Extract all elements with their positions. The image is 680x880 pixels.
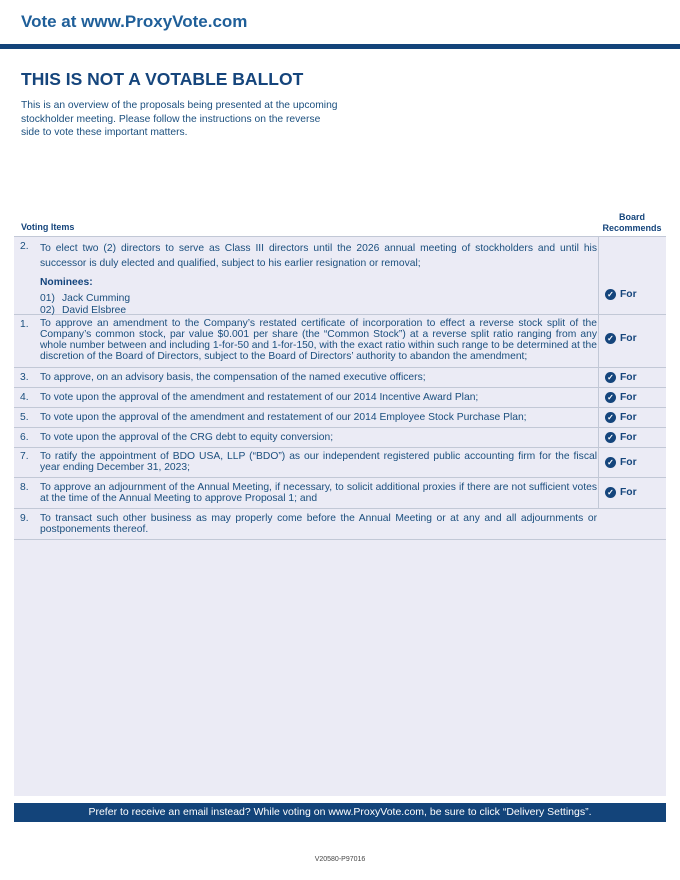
item-text: To ratify the appointment of BDO USA, LLP (“BDO”) as our independent registered public accounting firm for the fiscal year ending December 31, 2023;: [40, 451, 597, 473]
recommendation-badge: [605, 333, 637, 344]
voting-item-row: [14, 478, 666, 509]
voting-item-row: [14, 315, 666, 368]
nominee-name: Jack Cumming: [62, 293, 131, 304]
item-text: To transact such other business as may properly come before the Annual Meeting or at any and all adjournments or postponements thereof.: [40, 513, 597, 535]
item-description: To elect two (2) directors to serve as Class III directors until the 2026 annual meeting of stockholders and until his successor is duly elected and qualified, subject to his earlier resignation or removal;: [40, 243, 597, 269]
board-header-line2: Recommends: [602, 223, 662, 233]
item-number: 7.: [20, 451, 29, 462]
item-number: 6.: [20, 432, 29, 443]
nominee-number: 02): [40, 304, 55, 316]
recommendation-label: For: [620, 432, 637, 443]
recommendation-badge: [605, 392, 637, 403]
item-text: To vote upon the approval of the amendment and restatement of our 2014 Incentive Award Plan;: [40, 392, 479, 403]
item-text: To approve an amendment to the Company’s restated certificate of incorporation to effect a reverse stock split of the Company’s common stock, par value $0.001 per share (the “Common Stock”) at a reverse split ratio ranging from any whole number between and including 1-for-50 and 1-for-150, with the exact ratio within such range to be determined at the discretion of the Board of Directors, subject to the Board of Directors’ authority to abandon the amendment;: [40, 318, 597, 362]
check-circle-icon: ✓: [605, 487, 616, 498]
voting-item-row: [14, 368, 666, 388]
voting-item-row: [14, 237, 666, 315]
recommendation-badge: [605, 432, 637, 443]
header-url: Vote at www.ProxyVote.com: [21, 12, 248, 31]
board-recommendation-cell: [598, 428, 667, 447]
page-title: THIS IS NOT A VOTABLE BALLOT: [21, 69, 304, 89]
intro-text: This is an overview of the proposals being presented at the upcoming stockholder meeting. Please follow the instructions on the reverse side to vote these important matters.: [21, 100, 338, 138]
voting-items-header: Voting Items: [21, 222, 75, 232]
check-circle-icon: ✓: [605, 372, 616, 383]
nominee-name: David Elsbree: [62, 304, 127, 316]
recommendation-label: For: [620, 333, 637, 344]
recommendation-badge: [605, 289, 637, 300]
recommendation-label: For: [620, 372, 637, 383]
check-circle-icon: ✓: [605, 392, 616, 403]
board-recommendation-cell: [598, 368, 667, 387]
nominee: [40, 293, 597, 305]
check-circle-icon: ✓: [605, 333, 616, 344]
voting-item-row: [14, 428, 666, 448]
header-divider: [0, 44, 680, 49]
board-recommendation-cell: [598, 388, 667, 407]
board-recommendation-cell: [598, 448, 667, 477]
recommendation-label: For: [620, 392, 637, 403]
item-text: To approve, on an advisory basis, the compensation of the named executive officers;: [40, 372, 426, 383]
board-recommends-header: [598, 212, 666, 234]
recommendation-label: For: [620, 412, 637, 423]
voting-items-table: [14, 236, 666, 540]
recommendation-badge: [605, 372, 637, 383]
item-number: 3.: [20, 372, 29, 383]
nominee-number: 01): [40, 293, 55, 304]
recommendation-label: For: [620, 487, 637, 498]
item-number: 5.: [20, 412, 29, 423]
check-circle-icon: ✓: [605, 412, 616, 423]
check-circle-icon: ✓: [605, 457, 616, 468]
item-text: [40, 237, 597, 316]
check-circle-icon: ✓: [605, 432, 616, 443]
board-recommendation-cell: [598, 408, 667, 427]
recommendation-label: For: [620, 457, 637, 468]
item-number: 2.: [20, 241, 29, 252]
item-number: 8.: [20, 482, 29, 493]
item-text: To vote upon the approval of the CRG debt to equity conversion;: [40, 432, 334, 443]
board-recommendation-cell: [598, 478, 667, 508]
nominees-label: Nominees:: [40, 277, 93, 288]
recommendation-badge: [605, 457, 637, 468]
item-text: To approve an adjournment of the Annual Meeting, if necessary, to solicit additional proxies if there are not sufficient votes at the time of the Annual Meeting to approve Proposal 1; and: [40, 482, 597, 504]
item-number: 1.: [20, 319, 29, 330]
voting-item-row: [14, 509, 666, 540]
board-recommendation-cell: [598, 315, 667, 367]
delivery-settings-banner: Prefer to receive an email instead? While voting on www.ProxyVote.com, be sure to click “Delivery Settings”.: [14, 803, 666, 822]
voting-item-row: [14, 408, 666, 428]
board-header-line1: Board: [618, 212, 645, 222]
item-number: 4.: [20, 392, 29, 403]
check-circle-icon: ✓: [605, 289, 616, 300]
recommendation-badge: [605, 487, 637, 498]
voting-item-row: [14, 388, 666, 408]
recommendation-label: For: [620, 289, 637, 300]
board-recommendation-cell: [598, 237, 667, 314]
item-number: 9.: [20, 513, 29, 524]
item-text: To vote upon the approval of the amendment and restatement of our 2014 Employee Stock Purchase Plan;: [40, 412, 527, 423]
recommendation-badge: [605, 412, 637, 423]
nominees-list: [40, 293, 597, 316]
voting-item-row: [14, 448, 666, 478]
document-code: V20580-P97016: [314, 856, 366, 863]
